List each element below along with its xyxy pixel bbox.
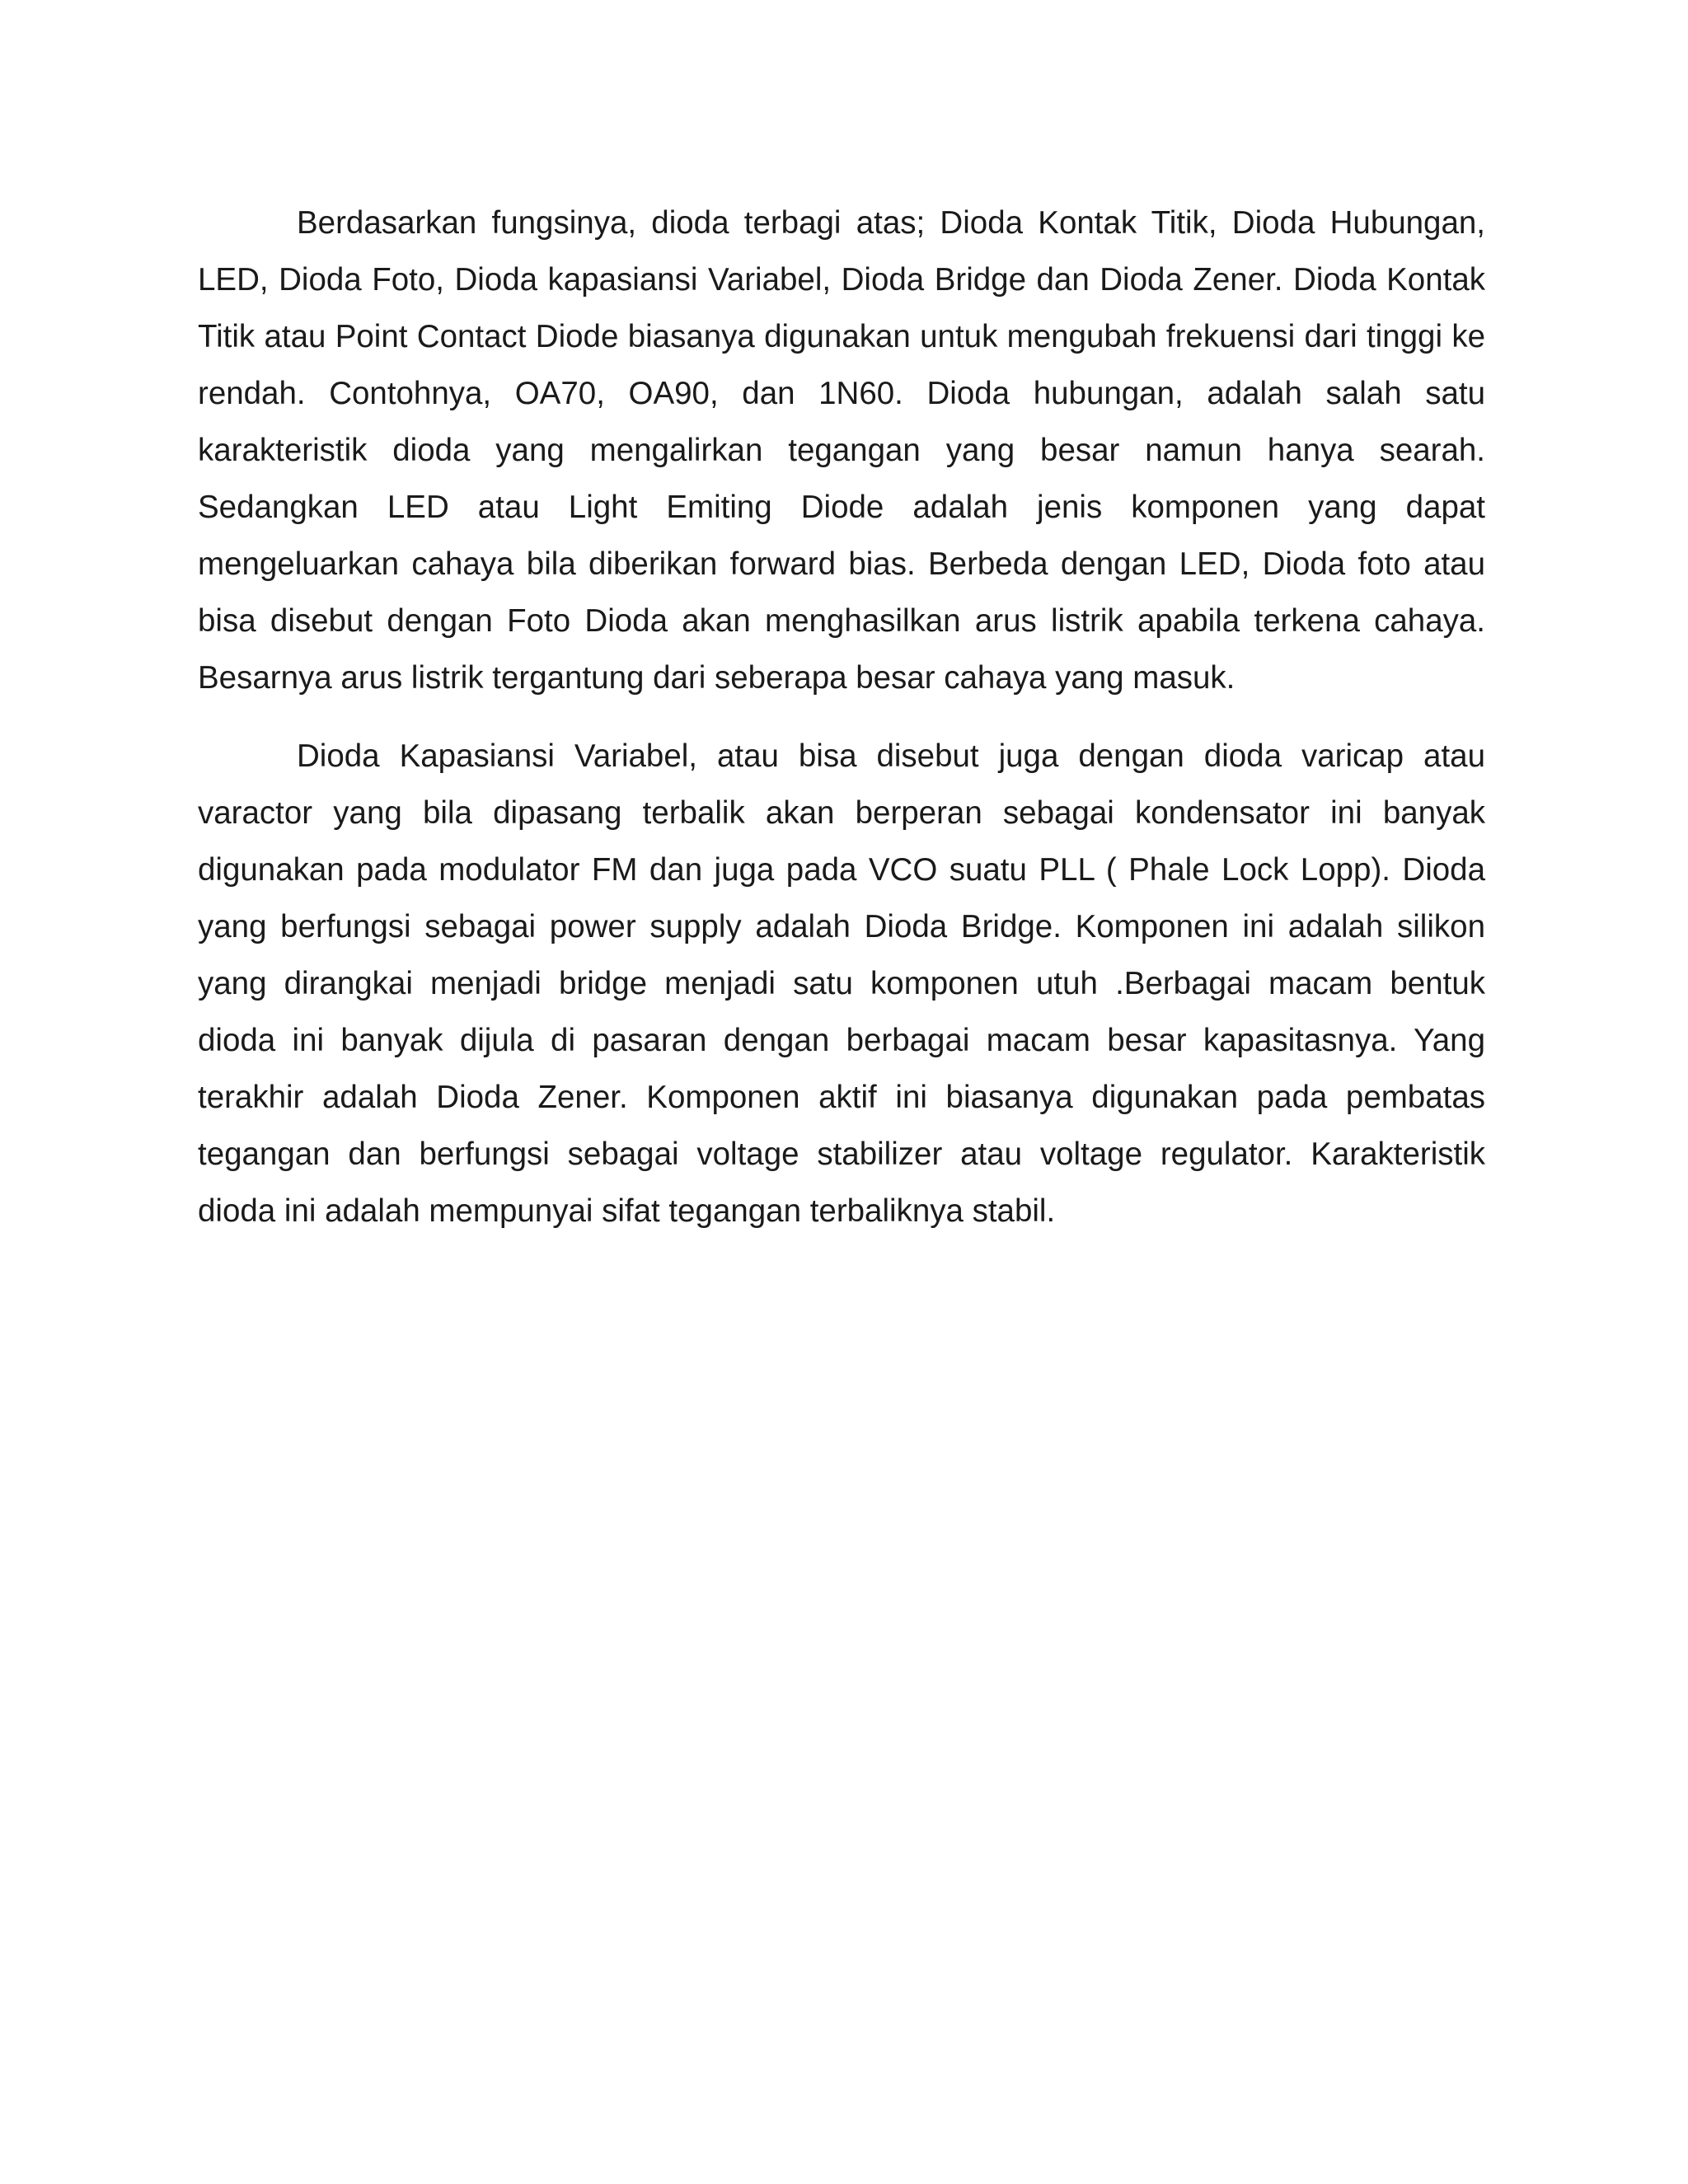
paragraph-varicap-bridge-zener: Dioda Kapasiansi Variabel, atau bisa disebut juga dengan dioda varicap atau varactor yang bila dipasang terbalik akan berperan sebagai kondensator ini banyak digunakan pada modulator FM dan juga pada VCO suatu PLL ( Phale Lock Lopp). Dioda yang berfungsi sebagai power supply adalah Dioda Bridge. Komponen ini adalah silikon yang dirangkai menjadi bridge menjadi satu komponen utuh .Berbagai macam bentuk dioda ini banyak dijula di pasaran dengan berbagai macam besar kapasitasnya. Yang terakhir adalah Dioda Zener. Komponen aktif ini biasanya digunakan pada pembatas tegangan dan berfungsi sebagai voltage stabilizer atau voltage regulator. Karakteristik dioda ini adalah mempunyai sifat tegangan terbaliknya stabil. — [198, 738, 1485, 1229]
paragraph-dioda-types: Berdasarkan fungsinya, dioda terbagi atas; Dioda Kontak Titik, Dioda Hubungan, LED, Dioda Foto, Dioda kapasiansi Variabel, Dioda Bridge dan Dioda Zener. Dioda Kontak Titik atau Point Contact Diode biasanya digunakan untuk mengubah frekuensi dari tinggi ke rendah. Contohnya, OA70, OA90, dan 1N60. Dioda hubungan, adalah salah satu karakteristik dioda yang mengalirkan tegangan yang besar namun hanya searah. Sedangkan LED atau Light Emiting Diode adalah jenis komponen yang dapat mengeluarkan cahaya bila diberikan forward bias. Berbeda dengan LED, Dioda foto atau bisa disebut dengan Foto Dioda akan menghasilkan arus listrik apabila terkena cahaya. Besarnya arus listrik tergantung dari seberapa besar cahaya yang masuk. — [198, 205, 1485, 696]
document-body — [198, 194, 1485, 1261]
